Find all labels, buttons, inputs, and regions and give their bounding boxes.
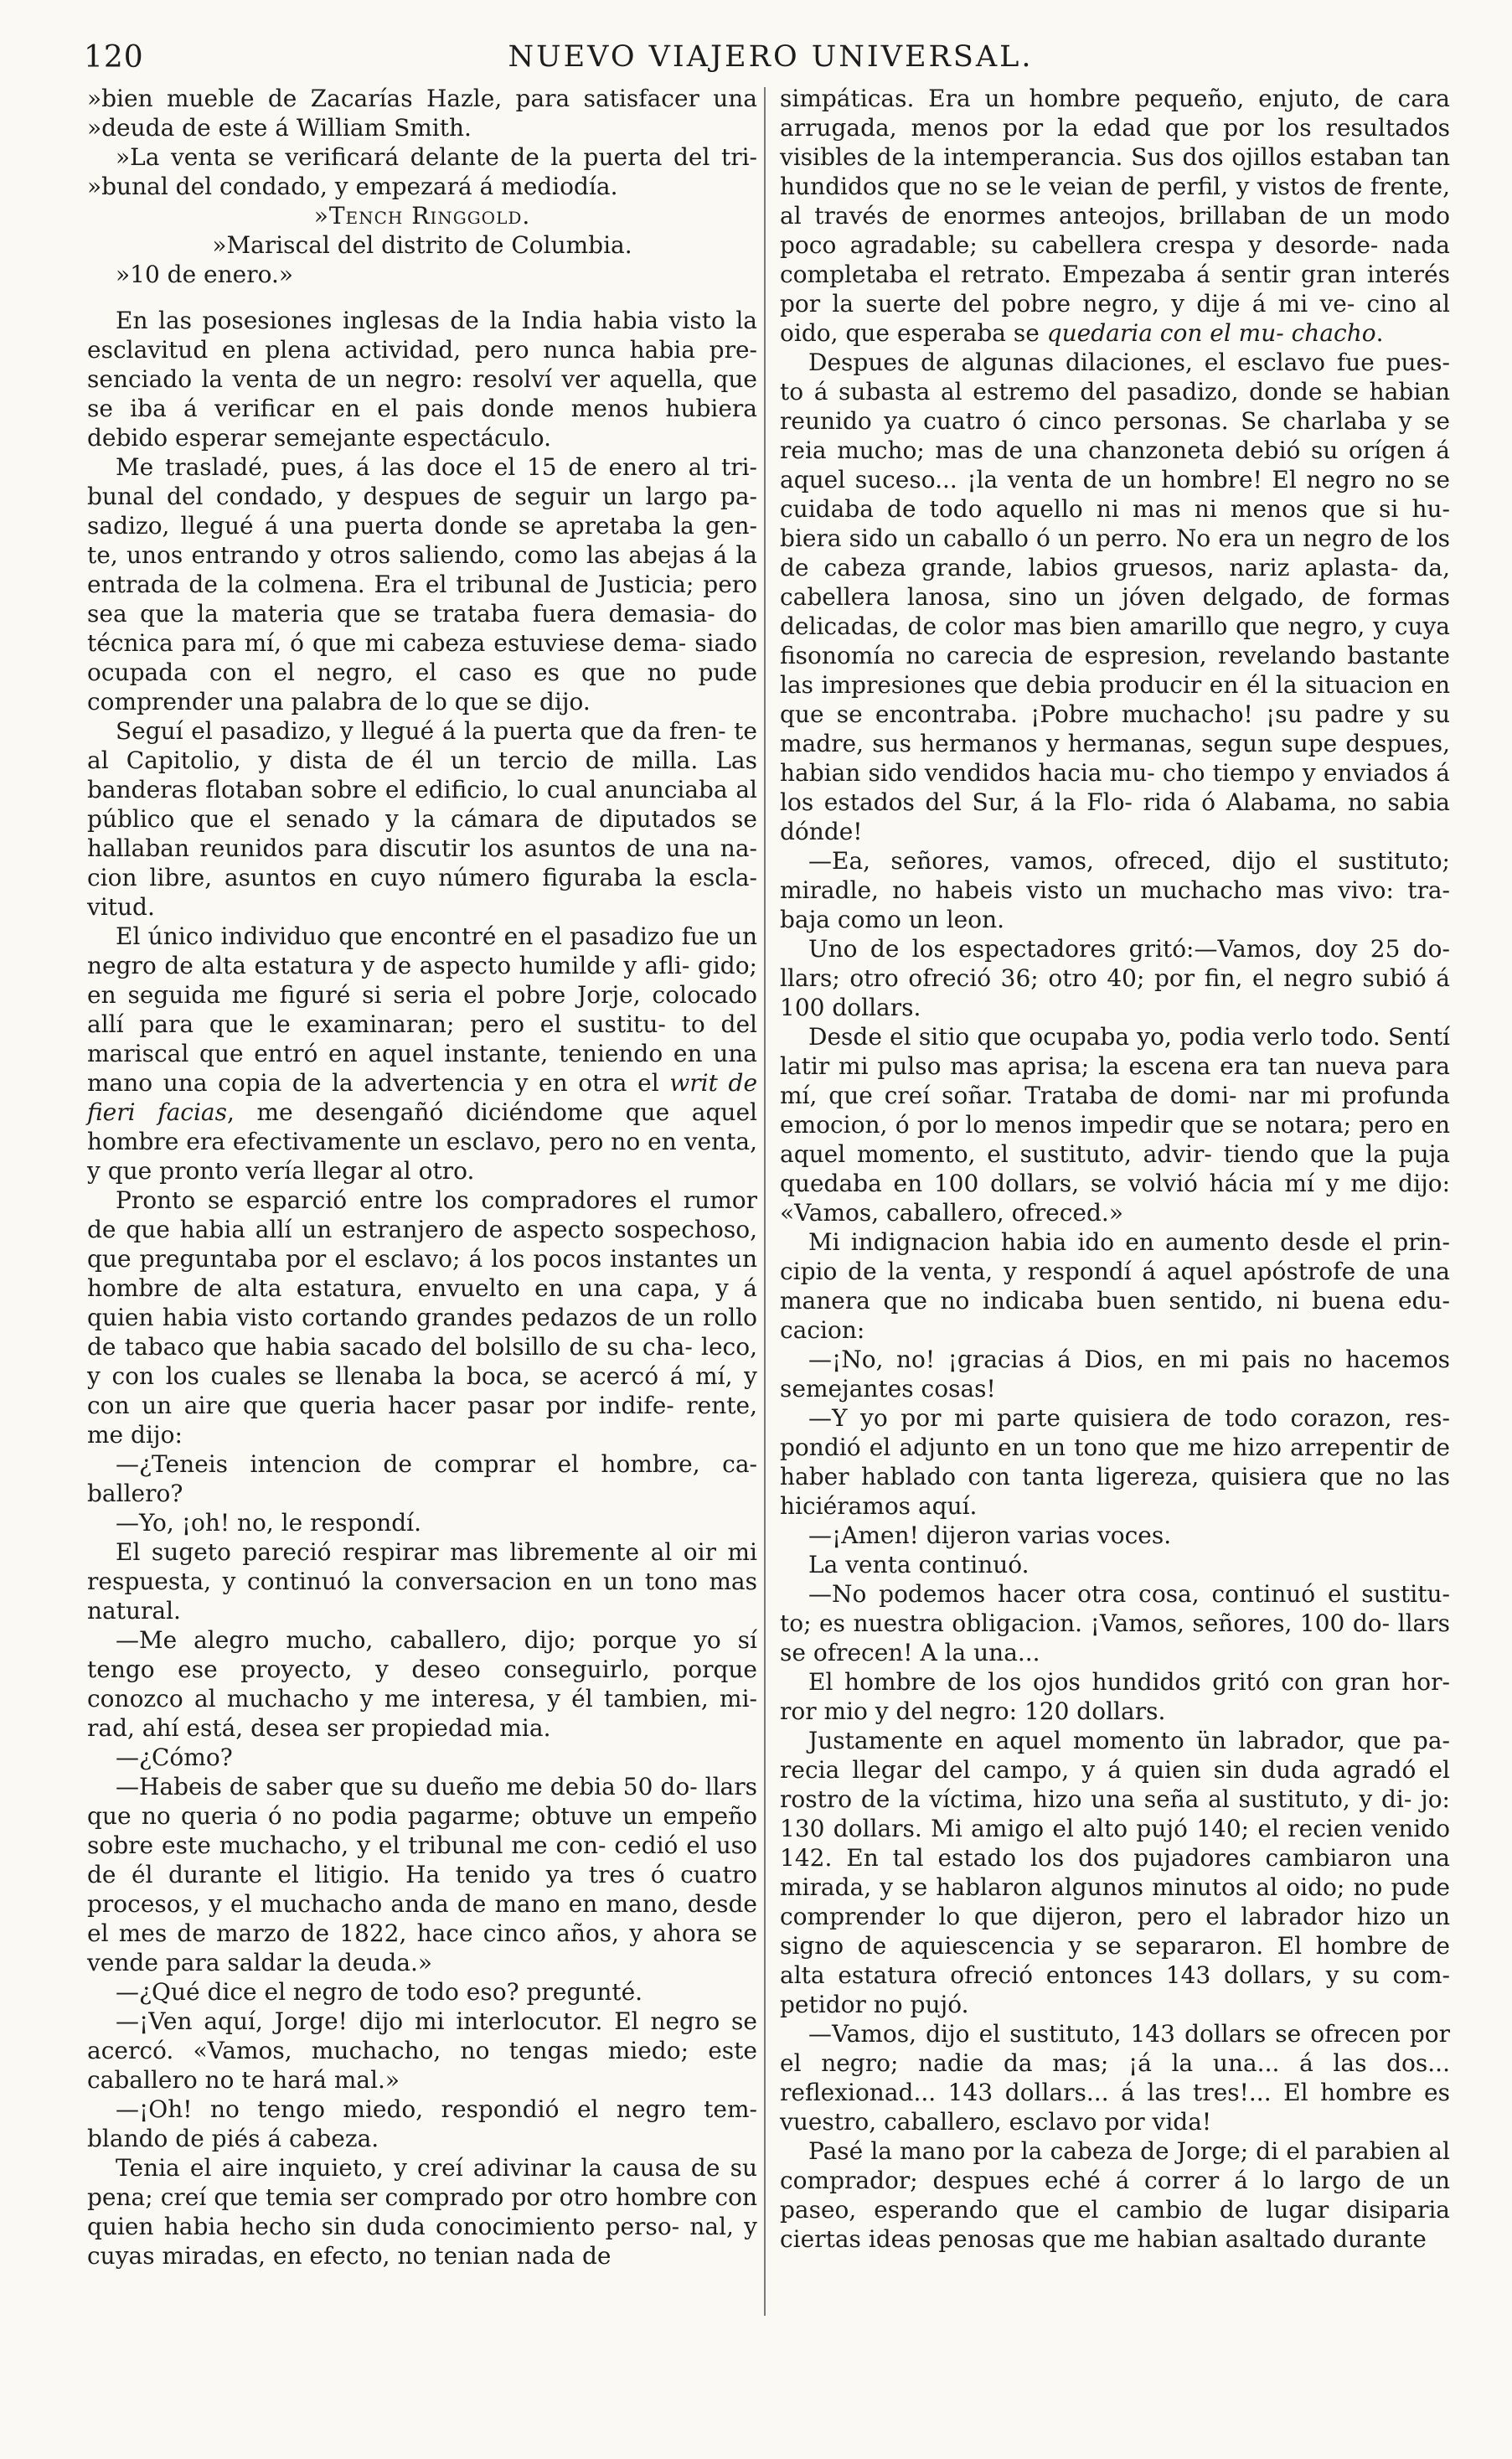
paragraph: —Me alegro mucho, caballero, dijo; porque yo sí tengo ese proyecto, y deseo conseguirlo, porque conozco al muchacho y me interesa, y él tambien, mi- rad, ahí está, desea ser propiedad mia. [87,1626,757,1742]
paragraph: —Vamos, dijo el sustituto, 143 dollars se ofrecen por el negro; nadie da mas; ¡á la una... á las dos... reflexionad... 143 dollars... á las tres!... El hombre es vuestro, caballero, esclavo por vida! [780,2020,1450,2136]
text-run: , me desengañó diciéndome que aquel hombre era efectivamente un esclavo, pero no en venta, y que pronto vería llegar al otro. [87,1098,757,1185]
running-title: NUEVO VIAJERO UNIVERSAL. [508,40,1034,74]
text-run: El único individuo que encontré en el pasadizo fue un negro de alta estatura y de aspecto humilde y afli- gido; en seguida me figuré si seria el pobre Jorje, colocado allí para que le examinaran; pero el sustitu- to del mariscal que entró en aquel instante, teniendo en una mano una copia de la advertencia y en otra el [87,922,757,1097]
right-column [780,84,1450,2254]
paragraph: —¿Cómo? [116,1744,233,1771]
paragraph: —¿Qué dice el negro de todo eso? pregunté. [116,1978,643,2006]
paragraph: —Habeis de saber que su dueño me debia 50 do- llars que no queria ó no podia pagarme; obtuve un empeño sobre este muchacho, y el tribunal me con- cedió el uso de él durante el litigio. Ha tenido ya tres ó cuatro procesos, y el muchacho anda de mano en mano, desde el mes de marzo de 1822, hace cinco años, y ahora se vende para saldar la deuda.» [87,1773,757,1976]
paragraph: —¡Oh! no tengo miedo, respondió el negro tem- blando de piés á cabeza. [87,2095,757,2152]
paragraph: —¡Amen! dijeron varias voces. [808,1521,1172,1549]
text-run: simpáticas. Era un hombre pequeño, enjuto, de cara arrugada, menos por la edad que por los resultados visibles de la intemperancia. Sus dos ojillos estaban tan hundidos que no se le veian de perfil, y vistos de frente, al través de enormes anteojos, brillaban de un modo poco agradable; su cabellera crespa y desorde- nada completaba el retrato. Empezaba á sentir gran interés por la suerte del pobre negro, y dije á mi ve- cino al oido, que esperaba se [780,85,1450,347]
paragraph: Mi indignacion habia ido en aumento desde el prin- cipio de la venta, y respondí á aquel apóstrofe de una manera que no indicaba buen sentido, ni buena edu- cacion: [780,1228,1450,1344]
left-column [87,84,757,2270]
page-header [84,40,1458,82]
paragraph: Seguí el pasadizo, y llegué á la puerta que da fren- te al Capitolio, y dista de él un tercio de milla. Las banderas flotaban sobre el edificio, lo cual anunciaba al público que el senado y la cámara de diputados se hallaban reunidos para discutir los asuntos de una na- cion libre, asuntos en cuyo número figuraba la escla- vitud. [87,717,757,921]
paragraph: —¡Ven aquí, Jorge! dijo mi interlocutor. El negro se acercó. «Vamos, muchacho, no tengas miedo; este caballero no te hará mal.» [87,2007,757,2094]
signature-name: »Tench Ringgold. [313,202,531,230]
paragraph: —No podemos hacer otra cosa, continuó el sustitu- to; es nuestra obligacion. ¡Vamos, señores, 100 do- llars se ofrecen! A la una... [780,1580,1450,1666]
paragraph: Pronto se esparció entre los compradores el rumor de que habia allí un estranjero de aspecto sospechoso, que preguntaba por el esclavo; á los pocos instantes un hombre de alta estatura, envuelto en una capa, y á quien habia visto cortando grandes pedazos de un rollo de tabaco que habia sacado del bolsillo de su cha- leco, y con los cuales se llenaba la boca, se acercó á mí, y con un aire que queria hacer pasar por indife- rente, me dijo: [87,1186,757,1449]
paragraph: Pasé la mano por la cabeza de Jorge; di el parabien al comprador; despues eché á correr á lo largo de un paseo, esperando que el cambio de lugar disiparia ciertas ideas penosas que me habian asaltado durante [780,2137,1450,2253]
paragraph: El hombre de los ojos hundidos gritó con gran hor- ror mio y del negro: 120 dollars. [780,1668,1450,1725]
paragraph: —Y yo por mi parte quisiera de todo corazon, res- pondió el adjunto en un tono que me hizo arrepentir de haber hablado con tanta ligereza, quisiera que no las hiciéramos aquí. [780,1404,1450,1520]
paragraph: Desde el sitio que ocupaba yo, podia verlo todo. Sentí latir mi pulso mas aprisa; la escena era tan nueva para mí, que creí soñar. Trataba de domi- nar mi profunda emocion, ó por lo menos impedir que se notara; pero en aquel momento, el sustituto, advir- tiendo que la puja quedaba en 100 dollars, se volvió hácia mí y me dijo: «Vamos, caballero, ofreced.» [780,1023,1450,1227]
column-divider [764,87,766,2316]
paragraph: Me trasladé, pues, á las doce el 15 de enero al tri- bunal del condado, y despues de seguir un largo pa- sadizo, llegué á una puerta donde se apretaba la gen- te, unos entrando y otros saliendo, como las abejas á la entrada de la colmena. Era el tribunal de Justicia; pero sea que la materia que se trataba fuera demasia- do técnica para mí, ó que mi cabeza estuviese dema- siado ocupada con el negro, el caso es que no pude comprender una palabra de lo que se dijo. [87,453,757,715]
paragraph: Despues de algunas dilaciones, el esclavo fue pues- to á subasta al estremo del pasadizo, donde se habian reunido ya cuatro ó cinco personas. Se charlaba y se reia mucho; mas de una chanzoneta debió su orígen á aquel suceso... ¡la venta de un hombre! El negro no se cuidaba de todo aquello ni mas ni menos que si hu- biera sido un caballo ó un perro. No era un negro de los de cabeza grande, labios gruesos, nariz aplasta- da, cabellera lanosa, sino un jóven delgado, de formas delicadas, de color mas bien amarillo que negro, y cuya fisonomía no carecia de espresion, revelando bastante las impresiones que debia producir en él la situacion en que se encontraba. ¡Pobre muchacho! ¡su padre y su madre, sus hermanos y hermanas, segun supe despues, habian sido vendidos hacia mu- cho tiempo y enviados á los estados del Sur, á la Flo- rida ó Alabama, no sabia dónde! [780,349,1450,845]
paragraph [87,922,757,1186]
signature-date: »10 de enero.» [116,261,294,288]
italic-text: quedaria con el mu- chacho [1046,319,1376,347]
paragraph: En las posesiones inglesas de la India habia visto la esclavitud en plena actividad, pero nunca habia pre- senciado la venta de un negro: resolví ver aquella, que se iba á verificar en el pais donde menos hubiera debido esperar semejante espectáculo. [87,307,757,452]
paragraph: Justamente en aquel momento ün labrador, que pa- recia llegar del campo, y á quien sin duda agradó el rostro de la víctima, hizo una seña al sustituto, y di- jo: 130 dollars. Mi amigo el alto pujó 140; el recien venido 142. En tal estado los dos pujadores cambiaron una mirada, y se hablaron algunos minutos al oido; no pude comprender lo que dijeron, pero el labrador hizo un signo de aquiescencia y se separaron. El hombre de alta estatura ofreció entonces 143 dollars, y su com- petidor no pujó. [780,1727,1450,2018]
italic-text: writ de fieri facias [87,1069,758,1126]
text-run: . [1375,319,1384,347]
paragraph: El sugeto pareció respirar mas libremente al oir mi respuesta, y continuó la conversacion en un tono mas natural. [87,1538,757,1625]
paragraph: Tenia el aire inquieto, y creí adivinar la causa de su pena; creí que temia ser comprado por otro hombre con quien habia hecho sin duda conocimiento perso- nal, y cuyas miradas, en efecto, no tenian nada de [87,2154,757,2270]
paragraph: —¡No, no! ¡gracias á Dios, en mi pais no hacemos semejantes cosas! [780,1346,1450,1403]
signature-title: »Mariscal del distrito de Columbia. [212,231,632,259]
page-number: 120 [84,40,144,75]
paragraph [780,84,1450,348]
paragraph: —¿Teneis intencion de comprar el hombre, ca- ballero? [87,1450,757,1507]
paragraph: —Yo, ¡oh! no, le respondí. [116,1509,422,1537]
paragraph: La venta continuó. [808,1551,1030,1578]
paragraph: Uno de los espectadores gritó:—Vamos, doy 25 do- llars; otro ofreció 36; otro 40; por fin, el negro subió á 100 dollars. [780,935,1450,1021]
paragraph: »bien mueble de Zacarías Hazle, para satisfacer una »deuda de este á William Smith. [87,85,757,142]
paragraph: »La venta se verificará delante de la puerta del tri- »bunal del condado, y empezará á mediodía. [87,143,757,200]
paragraph: —Ea, señores, vamos, ofreced, dijo el sustituto; miradle, no habeis visto un muchacho mas vivo: tra- baja como un leon. [780,847,1450,933]
spacer [87,289,757,306]
